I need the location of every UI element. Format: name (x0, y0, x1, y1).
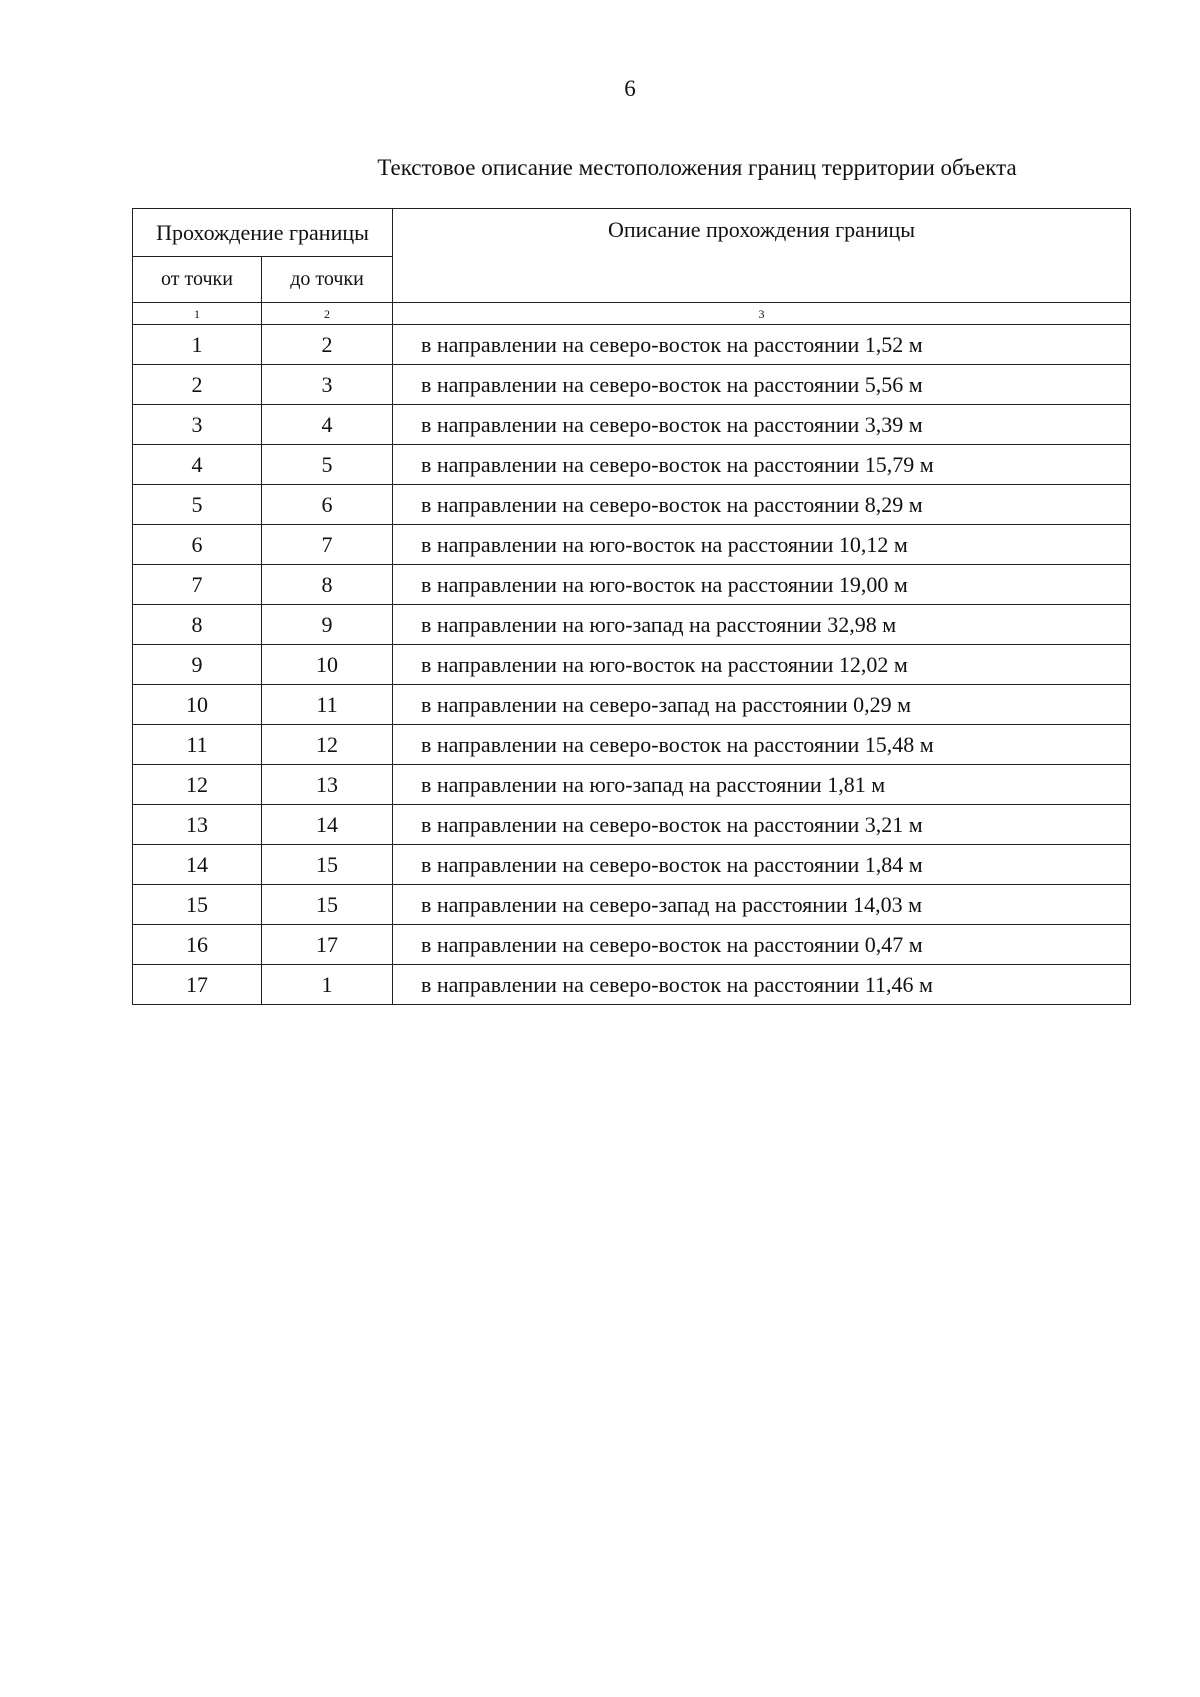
page-number: 6 (624, 76, 636, 101)
to-point-cell: 14 (262, 805, 393, 845)
table-row (133, 685, 1131, 725)
from-point-cell: 17 (133, 965, 262, 1005)
table-row (133, 765, 1131, 805)
table-row (133, 805, 1131, 845)
description-cell: в направлении на северо-запад на расстоянии 14,03 м (393, 885, 1131, 925)
from-point-cell: 1 (133, 325, 262, 365)
description-cell: в направлении на северо-восток на расстоянии 5,56 м (393, 365, 1131, 405)
to-point-cell: 15 (262, 885, 393, 925)
to-point-cell: 2 (262, 325, 393, 365)
column-number-2: 2 (262, 303, 393, 325)
to-point-cell: 7 (262, 525, 393, 565)
from-point-cell: 6 (133, 525, 262, 565)
description-cell: в направлении на северо-восток на расстоянии 3,21 м (393, 805, 1131, 845)
to-point-cell: 5 (262, 445, 393, 485)
from-point-cell: 10 (133, 685, 262, 725)
to-point-cell: 6 (262, 485, 393, 525)
table-row (133, 645, 1131, 685)
table-row (133, 325, 1131, 365)
to-point-cell: 11 (262, 685, 393, 725)
document-title: Текстовое описание местоположения границ территории объекта (377, 155, 1017, 180)
table-body (133, 325, 1131, 1005)
table-row (133, 565, 1131, 605)
from-point-cell: 14 (133, 845, 262, 885)
from-point-cell: 2 (133, 365, 262, 405)
description-cell: в направлении на северо-запад на расстоянии 0,29 м (393, 685, 1131, 725)
table-row (133, 885, 1131, 925)
to-point-cell: 10 (262, 645, 393, 685)
from-point-cell: 4 (133, 445, 262, 485)
table-row (133, 365, 1131, 405)
description-cell: в направлении на северо-восток на расстоянии 1,52 м (393, 325, 1131, 365)
description-cell: в направлении на северо-восток на расстоянии 15,48 м (393, 725, 1131, 765)
to-point-cell: 17 (262, 925, 393, 965)
description-cell: в направлении на северо-восток на расстоянии 3,39 м (393, 405, 1131, 445)
to-point-cell: 15 (262, 845, 393, 885)
to-point-cell: 8 (262, 565, 393, 605)
description-cell: в направлении на юго-восток на расстоянии 19,00 м (393, 565, 1131, 605)
table-row (133, 845, 1131, 885)
column-number-1: 1 (133, 303, 262, 325)
description-cell: в направлении на северо-восток на расстоянии 1,84 м (393, 845, 1131, 885)
from-point-cell: 13 (133, 805, 262, 845)
description-cell: в направлении на северо-восток на расстоянии 0,47 м (393, 925, 1131, 965)
header-from-point: от точки (133, 257, 262, 303)
from-point-cell: 5 (133, 485, 262, 525)
description-cell: в направлении на юго-запад на расстоянии 1,81 м (393, 765, 1131, 805)
table-row (133, 485, 1131, 525)
description-cell: в направлении на юго-восток на расстоянии 10,12 м (393, 525, 1131, 565)
boundary-table (132, 208, 1131, 1005)
header-boundary-passage: Прохождение границы (133, 209, 393, 257)
table-row (133, 725, 1131, 765)
to-point-cell: 13 (262, 765, 393, 805)
from-point-cell: 8 (133, 605, 262, 645)
from-point-cell: 11 (133, 725, 262, 765)
table-row (133, 525, 1131, 565)
description-cell: в направлении на северо-восток на расстоянии 8,29 м (393, 485, 1131, 525)
table-row (133, 445, 1131, 485)
to-point-cell: 12 (262, 725, 393, 765)
description-cell: в направлении на северо-восток на расстоянии 11,46 м (393, 965, 1131, 1005)
from-point-cell: 9 (133, 645, 262, 685)
to-point-cell: 9 (262, 605, 393, 645)
table-row (133, 925, 1131, 965)
from-point-cell: 15 (133, 885, 262, 925)
to-point-cell: 1 (262, 965, 393, 1005)
to-point-cell: 3 (262, 365, 393, 405)
from-point-cell: 7 (133, 565, 262, 605)
header-to-point: до точки (262, 257, 393, 303)
column-number-3: 3 (393, 303, 1131, 325)
from-point-cell: 16 (133, 925, 262, 965)
table-row (133, 405, 1131, 445)
description-cell: в направлении на юго-запад на расстоянии 32,98 м (393, 605, 1131, 645)
table-row (133, 965, 1131, 1005)
from-point-cell: 3 (133, 405, 262, 445)
to-point-cell: 4 (262, 405, 393, 445)
header-description: Описание прохождения границы (393, 209, 1131, 303)
description-cell: в направлении на юго-восток на расстоянии 12,02 м (393, 645, 1131, 685)
description-cell: в направлении на северо-восток на расстоянии 15,79 м (393, 445, 1131, 485)
from-point-cell: 12 (133, 765, 262, 805)
table-row (133, 605, 1131, 645)
